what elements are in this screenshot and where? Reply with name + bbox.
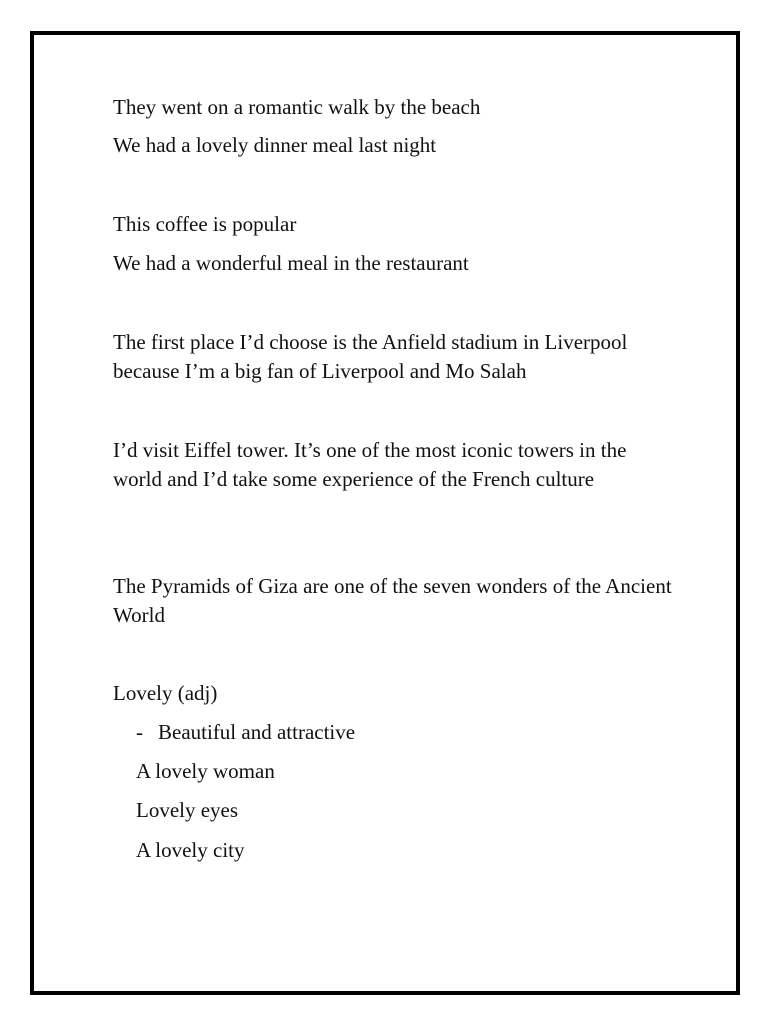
sentence-coffee-popular: This coffee is popular xyxy=(113,212,297,236)
vocab-example: A lovely city xyxy=(136,838,245,862)
vocab-word-heading: Lovely (adj) xyxy=(113,681,218,705)
sentence-wonderful-meal: We had a wonderful meal in the restaurant xyxy=(113,251,469,275)
sentence-lovely-dinner: We had a lovely dinner meal last night xyxy=(113,133,437,157)
sentence-romantic-walk: They went on a romantic walk by the beach xyxy=(113,95,481,119)
paragraph-anfield: The first place I’d choose is the Anfield stadium in Liverpool because I’m a big fan of Liverpool and Mo Salah xyxy=(113,330,628,383)
paragraph-eiffel-tower: I’d visit Eiffel tower. It’s one of the most iconic towers in the world and I’d take some experience of the French culture xyxy=(113,438,627,491)
vocab-definition: Beautiful and attractive xyxy=(158,720,356,744)
bullet-dash: - xyxy=(136,720,143,744)
vocab-example: Lovely eyes xyxy=(136,798,239,822)
vocab-example: A lovely woman xyxy=(136,759,275,783)
vocab-definition-item xyxy=(136,718,355,747)
paragraph-pyramids: The Pyramids of Giza are one of the seven wonders of the Ancient World xyxy=(113,574,672,627)
